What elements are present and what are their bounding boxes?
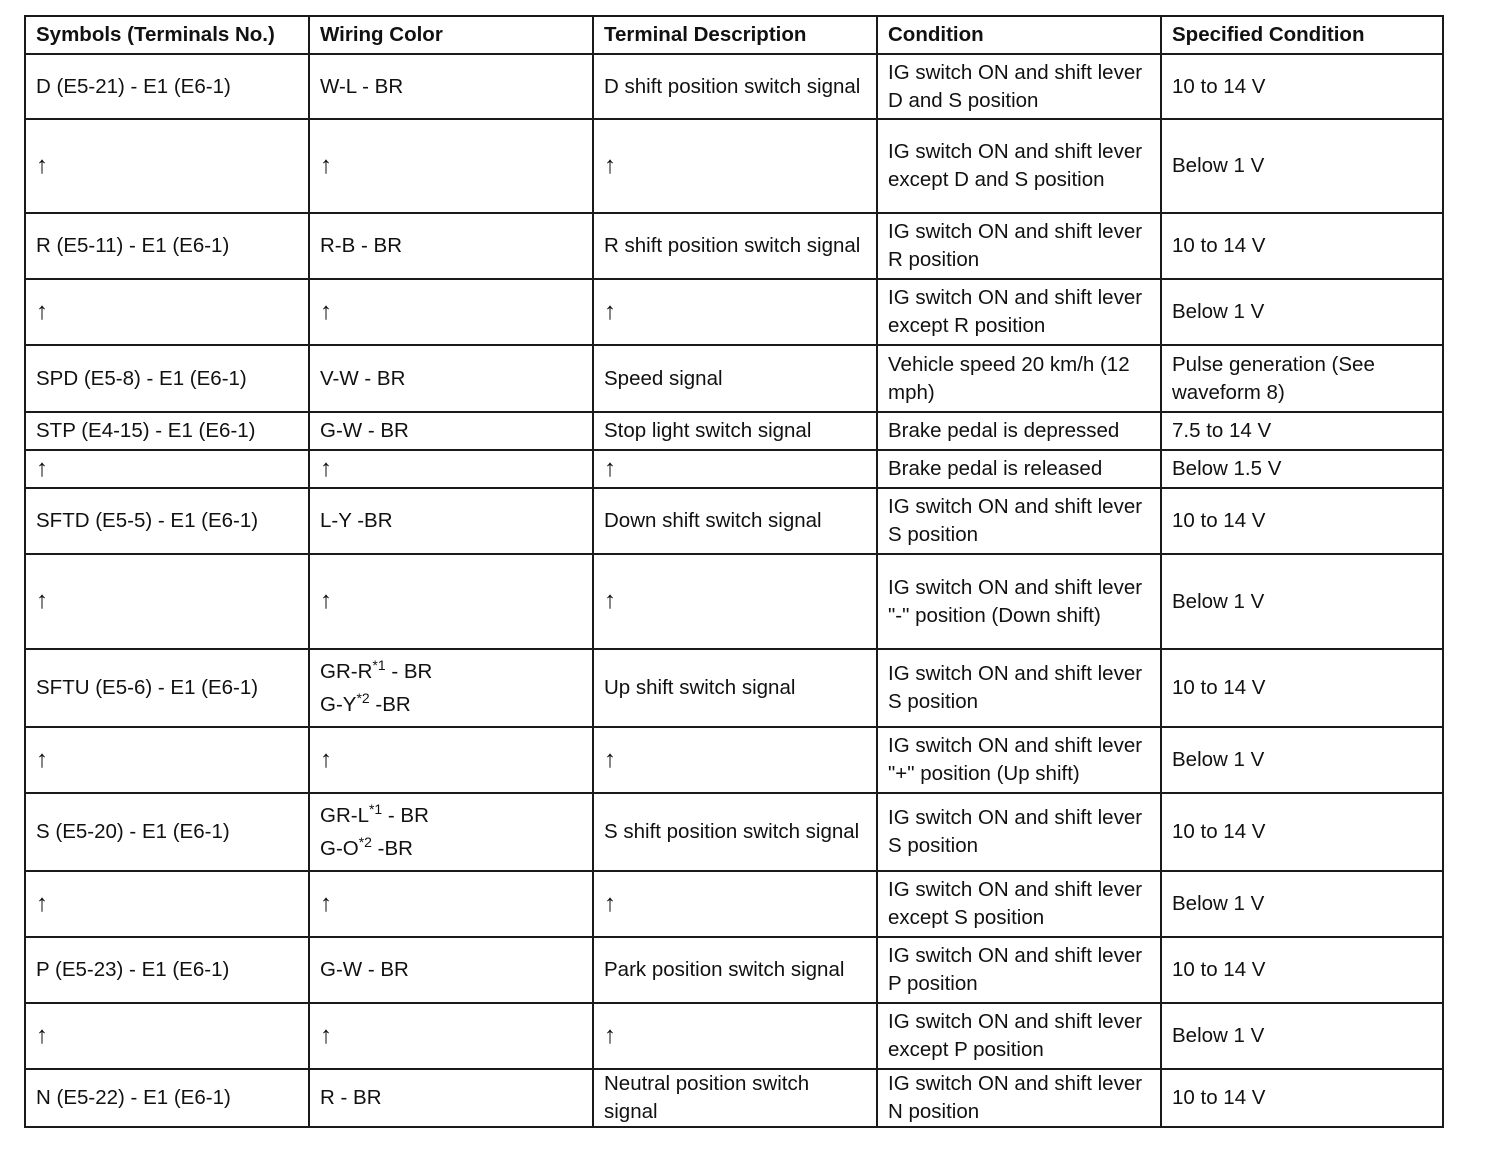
table-row xyxy=(25,871,1443,937)
wiring-color-line xyxy=(320,799,582,832)
specified-condition-cell: 10 to 14 V xyxy=(1161,213,1443,279)
header-specified-condition: Specified Condition xyxy=(1161,16,1443,54)
wiring-color-suffix: -BR xyxy=(371,837,413,860)
table-row xyxy=(25,649,1443,727)
condition-cell: Brake pedal is released xyxy=(877,450,1161,488)
symbol-cell: SPD (E5-8) - E1 (E6-1) xyxy=(25,345,309,412)
up-arrow-icon: ↑ xyxy=(320,587,332,614)
specified-condition-cell: 10 to 14 V xyxy=(1161,1069,1443,1127)
symbol-cell xyxy=(25,727,309,793)
wiring-color-cell: G-W - BR xyxy=(309,937,593,1003)
up-arrow-icon: ↑ xyxy=(604,889,616,917)
wiring-color-cell xyxy=(309,279,593,345)
specified-condition-cell: Below 1.5 V xyxy=(1161,450,1443,488)
terminal-description-cell xyxy=(593,871,877,937)
terminal-description-cell: Stop light switch signal xyxy=(593,412,877,450)
specified-condition-cell: 10 to 14 V xyxy=(1161,649,1443,727)
terminal-description-cell: D shift position switch signal xyxy=(593,54,877,119)
symbol-cell: D (E5-21) - E1 (E6-1) xyxy=(25,54,309,119)
up-arrow-icon: ↑ xyxy=(36,1021,48,1049)
footnote-marker: *1 xyxy=(372,657,386,673)
condition-cell: IG switch ON and shift lever S position xyxy=(877,793,1161,871)
symbol-cell xyxy=(25,279,309,345)
condition-cell: Vehicle speed 20 km/h (12 mph) xyxy=(877,345,1161,412)
symbol-cell xyxy=(25,554,309,649)
wiring-color-text: G-Y xyxy=(320,693,357,716)
specified-condition-cell: 10 to 14 V xyxy=(1161,488,1443,554)
up-arrow-icon: ↑ xyxy=(604,1021,616,1049)
up-arrow-icon: ↑ xyxy=(320,745,332,773)
terminal-description-cell xyxy=(593,450,877,488)
table-row xyxy=(25,54,1443,119)
condition-cell: IG switch ON and shift lever R position xyxy=(877,213,1161,279)
wiring-color-cell xyxy=(309,793,593,871)
terminal-description-cell: S shift position switch signal xyxy=(593,793,877,871)
footnote-marker: *1 xyxy=(368,801,383,817)
symbol-cell: STP (E4-15) - E1 (E6-1) xyxy=(25,412,309,450)
wiring-color-cell xyxy=(309,871,593,937)
up-arrow-icon: ↑ xyxy=(320,889,332,917)
symbol-cell xyxy=(25,1003,309,1069)
symbol-cell: SFTU (E5-6) - E1 (E6-1) xyxy=(25,649,309,727)
wiring-color-cell: L-Y -BR xyxy=(309,488,593,554)
up-arrow-icon: ↑ xyxy=(604,151,616,179)
table-row xyxy=(25,554,1443,649)
condition-cell: IG switch ON and shift lever except S position xyxy=(877,871,1161,937)
footnote-marker: *2 xyxy=(358,834,372,850)
condition-cell: IG switch ON and shift lever D and S position xyxy=(877,54,1161,119)
up-arrow-icon: ↑ xyxy=(36,454,48,482)
specified-condition-cell: Below 1 V xyxy=(1161,871,1443,937)
specified-condition-cell: Below 1 V xyxy=(1161,727,1443,793)
table-row xyxy=(25,1003,1443,1069)
condition-cell: IG switch ON and shift lever N position xyxy=(877,1069,1161,1127)
specified-condition-cell: Below 1 V xyxy=(1161,1003,1443,1069)
condition-cell: IG switch ON and shift lever P position xyxy=(877,937,1161,1003)
up-arrow-icon: ↑ xyxy=(320,454,332,482)
terminal-spec-table xyxy=(24,15,1444,1128)
condition-cell: IG switch ON and shift lever except R position xyxy=(877,279,1161,345)
wiring-color-suffix: -BR xyxy=(369,693,411,716)
up-arrow-icon: ↑ xyxy=(604,587,616,614)
table-row xyxy=(25,345,1443,412)
symbol-cell: N (E5-22) - E1 (E6-1) xyxy=(25,1069,309,1127)
specified-condition-cell: 10 to 14 V xyxy=(1161,54,1443,119)
up-arrow-icon: ↑ xyxy=(36,745,48,773)
up-arrow-icon: ↑ xyxy=(320,297,332,325)
table-row xyxy=(25,1069,1443,1127)
terminal-description-cell: R shift position switch signal xyxy=(593,213,877,279)
header-wiring-color: Wiring Color xyxy=(309,16,593,54)
symbol-cell xyxy=(25,871,309,937)
table-row xyxy=(25,937,1443,1003)
up-arrow-icon: ↑ xyxy=(320,151,332,179)
header-symbols: Symbols (Terminals No.) xyxy=(25,16,309,54)
wiring-color-cell: R-B - BR xyxy=(309,213,593,279)
specified-condition-cell: Below 1 V xyxy=(1161,554,1443,649)
symbol-cell: S (E5-20) - E1 (E6-1) xyxy=(25,793,309,871)
terminal-description-cell: Neutral position switch signal xyxy=(593,1069,877,1127)
symbol-cell xyxy=(25,450,309,488)
condition-cell: IG switch ON and shift lever "-" position (Down shift) xyxy=(877,554,1161,649)
table-row xyxy=(25,279,1443,345)
table-row xyxy=(25,793,1443,871)
wiring-color-cell xyxy=(309,1003,593,1069)
up-arrow-icon: ↑ xyxy=(604,297,616,325)
terminal-description-cell xyxy=(593,279,877,345)
up-arrow-icon: ↑ xyxy=(320,1021,332,1049)
table-row xyxy=(25,450,1443,488)
table-row xyxy=(25,119,1443,213)
table-row xyxy=(25,213,1443,279)
wiring-color-text: GR-R xyxy=(320,660,373,683)
wiring-color-text: GR-L xyxy=(320,804,369,827)
condition-cell: Brake pedal is depressed xyxy=(877,412,1161,450)
condition-cell: IG switch ON and shift lever S position xyxy=(877,488,1161,554)
terminal-description-cell: Up shift switch signal xyxy=(593,649,877,727)
wiring-color-cell xyxy=(309,450,593,488)
wiring-color-cell xyxy=(309,649,593,727)
table-row xyxy=(25,488,1443,554)
condition-cell: IG switch ON and shift lever "+" position (Up shift) xyxy=(877,727,1161,793)
terminal-description-cell: Speed signal xyxy=(593,345,877,412)
terminal-description-cell: Down shift switch signal xyxy=(593,488,877,554)
specified-condition-cell: Below 1 V xyxy=(1161,279,1443,345)
up-arrow-icon: ↑ xyxy=(604,745,616,773)
wiring-color-line xyxy=(320,688,582,721)
wiring-color-suffix: - BR xyxy=(385,660,433,683)
wiring-color-cell: W-L - BR xyxy=(309,54,593,119)
wiring-color-cell: V-W - BR xyxy=(309,345,593,412)
terminal-description-cell xyxy=(593,119,877,213)
header-condition: Condition xyxy=(877,16,1161,54)
up-arrow-icon: ↑ xyxy=(604,454,616,482)
wiring-color-line xyxy=(320,655,582,688)
terminal-description-cell xyxy=(593,554,877,649)
specified-condition-cell: Pulse generation (See waveform 8) xyxy=(1161,345,1443,412)
condition-cell: IG switch ON and shift lever except P position xyxy=(877,1003,1161,1069)
symbol-cell: R (E5-11) - E1 (E6-1) xyxy=(25,213,309,279)
specified-condition-cell: 10 to 14 V xyxy=(1161,937,1443,1003)
wiring-color-cell: R - BR xyxy=(309,1069,593,1127)
specified-condition-cell: 10 to 14 V xyxy=(1161,793,1443,871)
wiring-color-cell xyxy=(309,554,593,649)
footnote-marker: *2 xyxy=(356,690,370,706)
specified-condition-cell: Below 1 V xyxy=(1161,119,1443,213)
up-arrow-icon: ↑ xyxy=(36,297,48,325)
up-arrow-icon: ↑ xyxy=(36,587,48,614)
up-arrow-icon: ↑ xyxy=(36,889,48,917)
wiring-color-cell: G-W - BR xyxy=(309,412,593,450)
symbol-cell: SFTD (E5-5) - E1 (E6-1) xyxy=(25,488,309,554)
up-arrow-icon: ↑ xyxy=(36,151,48,179)
terminal-description-cell xyxy=(593,727,877,793)
wiring-color-cell xyxy=(309,727,593,793)
wiring-color-line xyxy=(320,832,582,865)
header-row xyxy=(25,16,1443,54)
wiring-color-text: G-O xyxy=(320,837,359,860)
header-terminal-description: Terminal Description xyxy=(593,16,877,54)
terminal-description-cell xyxy=(593,1003,877,1069)
symbol-cell xyxy=(25,119,309,213)
specified-condition-cell: 7.5 to 14 V xyxy=(1161,412,1443,450)
table-row xyxy=(25,412,1443,450)
wiring-color-suffix: - BR xyxy=(382,804,429,827)
condition-cell: IG switch ON and shift lever except D and S position xyxy=(877,119,1161,213)
condition-cell: IG switch ON and shift lever S position xyxy=(877,649,1161,727)
terminal-description-cell: Park position switch signal xyxy=(593,937,877,1003)
table-row xyxy=(25,727,1443,793)
wiring-color-cell xyxy=(309,119,593,213)
symbol-cell: P (E5-23) - E1 (E6-1) xyxy=(25,937,309,1003)
